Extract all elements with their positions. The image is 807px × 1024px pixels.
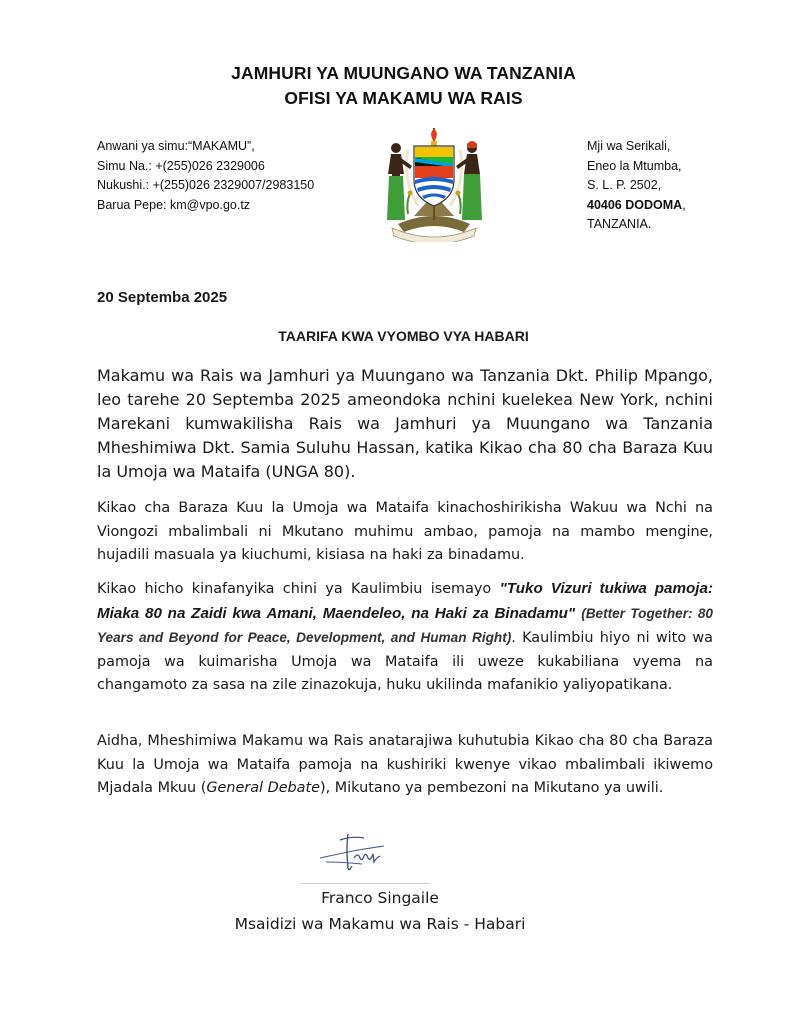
postcode-city: 40406 DODOMA	[587, 197, 683, 212]
paragraph-4-rest: ), Mikutano ya pembezoni na Mikutano ya uwili.	[320, 780, 664, 796]
signature-rule	[300, 883, 430, 884]
coat-of-arms-icon	[378, 124, 490, 242]
paragraph-3	[97, 577, 713, 698]
paragraph-2: Kikao cha Baraza Kuu la Umoja wa Mataifa kinachoshirikisha Wakuu wa Nchi na Viongozi mbalimbali ni Mkutano muhimu ambao, pamoja na mambo mengine, hujadili masuala ya kiuchumi, kisiasa na haki za binadamu.	[97, 500, 713, 563]
address-line-country: TANZANIA.	[587, 217, 652, 231]
theme-english: (Better Together: 80 Years and Beyond for Peace, Development, and Human Right)	[97, 605, 713, 645]
release-subject: TAARIFA KWA VYOMBO VYA HABARI	[278, 328, 529, 344]
paragraph-3-rest: . Kaulimbiu hiyo ni wito wa pamoja wa kuimarisha Umoja wa Mataifa ili uweze kukabiliana vyema na changamoto za sasa na zile zinazokuja, huku ukilinda mafanikio yaliyopatikana.	[97, 630, 713, 693]
paragraph-4	[97, 730, 713, 801]
email-address: Barua Pepe: km@vpo.go.tz	[97, 197, 251, 212]
header-country-title: JAMHURI YA MUUNGANO WA TANZANIA	[231, 63, 576, 83]
postcode-punct: ,	[682, 197, 686, 212]
address-line-city: Mji wa Serikali,	[587, 139, 671, 153]
general-debate-term: General Debate	[206, 780, 320, 796]
telegraphic-address: Anwani ya simu:“MAKAMU”,	[97, 139, 255, 153]
paragraph-4-intro: Aidha, Mheshimiwa Makamu wa Rais anatarajiwa kuhutubia Kikao cha 80 cha Baraza Kuu la Umoja wa Mataifa pamoja na kushiriki kwenye vikao mbalimbali ikiwemo Mjadala Mkuu (	[97, 733, 713, 796]
address-line-pobox: S. L. P. 2502,	[587, 178, 662, 192]
signature-icon	[318, 828, 390, 876]
release-date: 20 Septemba 2025	[97, 289, 228, 306]
phone-number: Simu Na.: +(255)026 2329006	[97, 158, 265, 173]
theme-quote: "Tuko Vizuri tukiwa pamoja: Miaka 80 na Zaidi kwa Amani, Maendeleo, na Haki za Binadamu"	[97, 580, 714, 622]
contact-block-right	[587, 137, 686, 235]
address-line-area: Eneo la Mtumba,	[587, 158, 682, 173]
paragraph-1: Makamu wa Rais wa Jamhuri ya Muungano wa Tanzania Dkt. Philip Mpango, leo tarehe 20 Septemba 2025 ameondoka nchini kuelekea New York, nchini Marekani kumwakilisha Rais wa Jamhuri ya Muungano wa Tanzania Mheshimiwa Dkt. Samia Suluhu Hassan, katika Kikao cha 80 cha Baraza Kuu la Umoja wa Mataifa (UNGA 80).	[97, 366, 713, 481]
paragraph-3-intro: Kikao hicho kinafanyika chini ya Kaulimbiu isemayo	[97, 581, 500, 597]
address-line-postcode	[587, 196, 686, 216]
contact-block-left	[97, 137, 314, 215]
signatory-title: Msaidizi wa Makamu wa Rais - Habari	[234, 915, 526, 933]
header-office-title: OFISI YA MAKAMU WA RAIS	[284, 88, 523, 108]
fax-number: Nukushi.: +(255)026 2329007/2983150	[97, 178, 315, 192]
signatory-name: Franco Singaile	[321, 889, 439, 907]
